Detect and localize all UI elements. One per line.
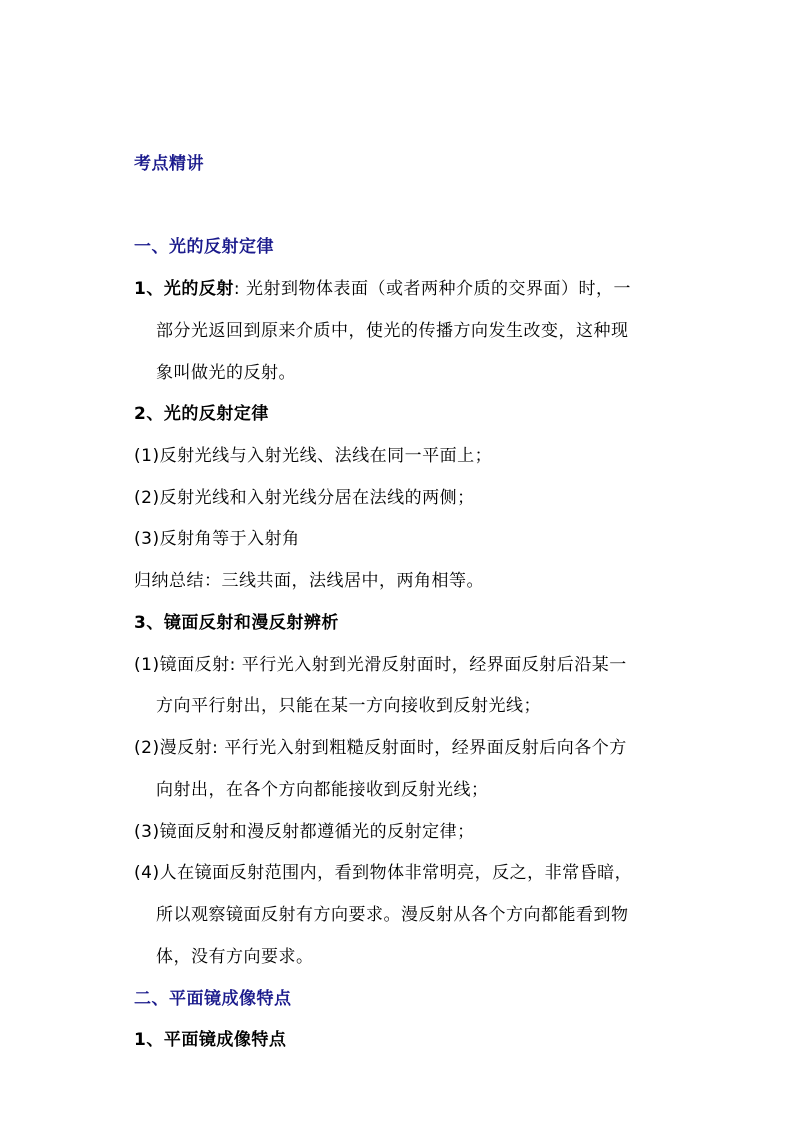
- mirror-reflection-line-1: (1)镜面反射: 平行光入射到光滑反射面时，经界面反射后沿某一: [134, 655, 627, 675]
- observation-line-3: 体，没有方向要求。: [156, 947, 314, 967]
- section-heading-plane-mirror: 二、平面镜成像特点: [134, 989, 292, 1009]
- reflection-definition-text-1: : 光射到物体表面（或者两种介质的交界面）时，一: [233, 279, 631, 299]
- both-follow-law: (3)镜面反射和漫反射都遵循光的反射定律；: [134, 822, 475, 842]
- observation-line-1: (4)人在镜面反射范围内，看到物体非常明亮，反之，非常昏暗，: [134, 863, 633, 883]
- item-label-plane-mirror-features: 1、平面镜成像特点: [134, 1030, 287, 1050]
- rule-2: (2)反射光线和入射光线分居在法线的两侧；: [134, 488, 475, 508]
- rule-1: (1)反射光线与入射光线、法线在同一平面上；: [134, 446, 493, 466]
- section-heading-reflection-law: 一、光的反射定律: [134, 237, 274, 257]
- page-title: 考点精讲: [134, 154, 204, 174]
- item-label-reflection: 1、光的反射: [134, 279, 234, 299]
- paragraph-reflection-definition-line-2: 部分光返回到原来介质中，使光的传播方向发生改变，这种现: [156, 321, 629, 341]
- item-label-mirror-diffuse: 3、镜面反射和漫反射辨析: [134, 613, 339, 633]
- rule-3: (3)反射角等于入射角: [134, 529, 300, 549]
- observation-line-2: 所以观察镜面反射有方向要求。漫反射从各个方向都能看到物: [156, 905, 629, 925]
- diffuse-reflection-line-1: (2)漫反射: 平行光入射到粗糙反射面时，经界面反射后向各个方: [134, 738, 627, 758]
- paragraph-reflection-definition-line-1: [134, 278, 631, 300]
- summary: 归纳总结：三线共面，法线居中，两角相等。: [134, 571, 484, 591]
- mirror-reflection-line-2: 方向平行射出，只能在某一方向接收到反射光线；: [156, 696, 541, 716]
- diffuse-reflection-line-2: 向射出，在各个方向都能接收到反射光线；: [156, 780, 489, 800]
- paragraph-reflection-definition-line-3: 象叫做光的反射。: [156, 363, 296, 383]
- item-label-reflection-law: 2、光的反射定律: [134, 404, 269, 424]
